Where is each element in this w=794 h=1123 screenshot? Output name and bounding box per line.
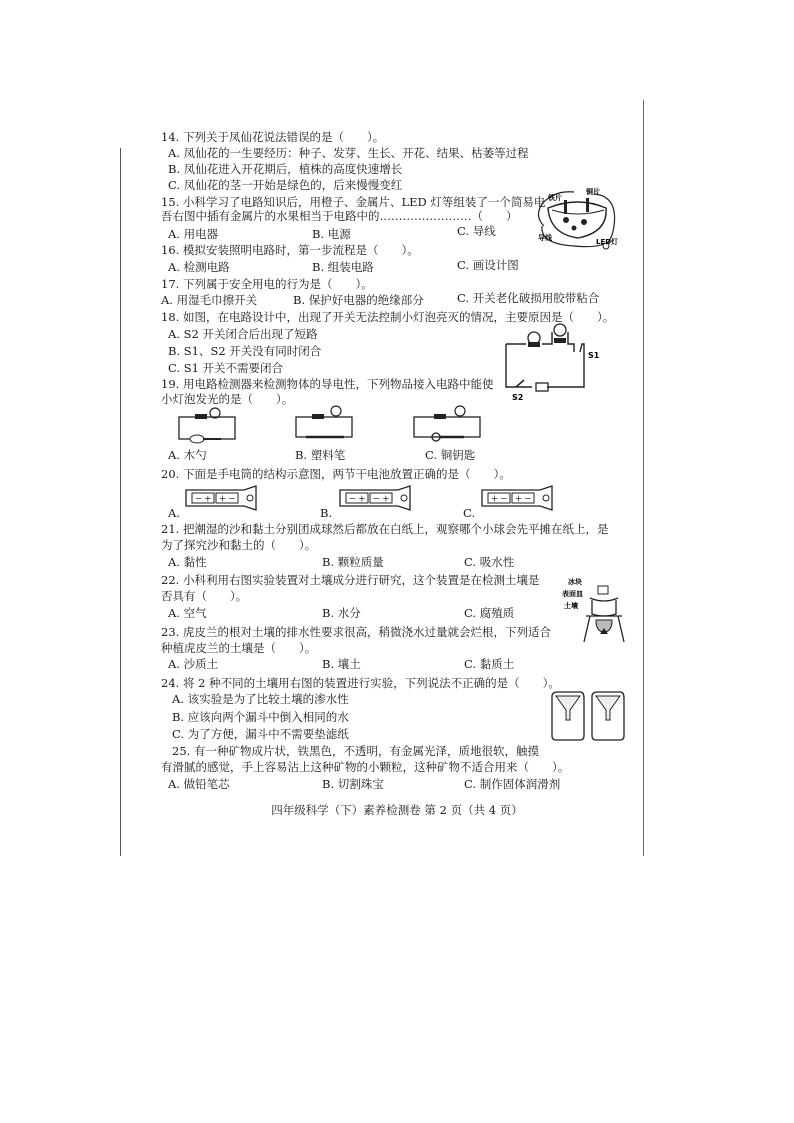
- q16-option-c: C. 画设计图: [457, 258, 519, 272]
- q17-option-a: A. 用湿毛巾擦开关: [161, 293, 258, 307]
- page-footer: 四年级科学（下）素养检测卷 第 2 页（共 4 页）: [271, 803, 523, 817]
- q25-option-c: C. 制作固体润滑剂: [464, 777, 561, 791]
- fig15-label-iron: 铁片: [548, 194, 562, 202]
- q22-option-c: C. 腐殖质: [464, 606, 515, 620]
- svg-text:＋ －: ＋ －: [515, 495, 532, 503]
- svg-text:＋ －: ＋ －: [219, 495, 236, 503]
- q17-stem: 17. 下列属于安全用电的行为是（ ）。: [161, 277, 373, 291]
- q23-stem-line1: 23. 虎皮兰的根对土壤的排水性要求很高，稍微浇水过量就会烂根，下列适合: [161, 625, 551, 639]
- q15-option-a: A. 用电器: [168, 227, 219, 241]
- q19-circuit-a-figure: [175, 405, 245, 445]
- q24-stem: 24. 将 2 种不同的土壤用右图的装置进行实验，下列说法不正确的是（ ）。: [161, 676, 560, 690]
- fig22-label-ice: 冰块: [568, 578, 582, 586]
- q21-option-c: C. 吸水性: [464, 555, 515, 569]
- q14-stem: 14. 下列关于凤仙花说法错误的是（ ）。: [161, 130, 385, 144]
- q23-option-b: B. 壤土: [322, 657, 361, 671]
- q20-stem: 20. 下面是手电筒的结构示意图，两节干电池放置正确的是（ ）。: [161, 467, 511, 481]
- circuit-s1-s2-figure: [502, 322, 612, 402]
- fig15-label-wire: 导线: [538, 234, 552, 242]
- fig22-label-soil: 土壤: [564, 602, 578, 610]
- q25-stem-line1: 25. 有一种矿物成片状，铁黑色，不透明，有金属光泽，质地很软，触摸: [172, 744, 539, 758]
- q14-option-c: C. 凤仙花的茎一开始是绿色的，后来慢慢变红: [168, 178, 403, 192]
- flashlight-c-figure: [480, 486, 564, 514]
- q19-option-b: B. 塑料笔: [295, 448, 346, 462]
- scan-edge-right: [643, 100, 644, 856]
- q22-option-a: A. 空气: [168, 606, 207, 620]
- q25-option-b: B. 切割珠宝: [322, 777, 384, 791]
- q18-option-a: A. S2 开关闭合后出现了短路: [168, 327, 318, 341]
- q16-stem: 16. 模拟安装照明电路时，第一步流程是（ ）。: [161, 243, 419, 257]
- q17-option-c: C. 开关老化破损用胶带粘合: [457, 291, 600, 305]
- q23-option-c: C. 黏质土: [464, 657, 515, 671]
- svg-text:－ ＋: － ＋: [195, 495, 212, 503]
- q15-stem-line2: 吾右图中插有金属片的水果相当于电路中的……………………（ ）: [161, 209, 518, 223]
- q21-stem-line2: 为了探究沙和黏土的（ ）。: [161, 538, 317, 552]
- q21-option-a: A. 黏性: [168, 555, 207, 569]
- q15-option-b: B. 电源: [312, 227, 351, 241]
- q24-option-b: B. 应该向两个漏斗中倒入相同的水: [172, 710, 349, 724]
- q23-option-a: A. 沙质土: [168, 657, 219, 671]
- q21-stem-line1: 21. 把潮湿的沙和黏土分别团成球然后都放在白纸上，观察哪个小球会先平摊在纸上，是: [161, 522, 609, 536]
- q21-option-b: B. 颗粒质量: [322, 555, 384, 569]
- scan-edge-left: [120, 148, 121, 856]
- soil-heating-apparatus-figure: [562, 572, 628, 644]
- orange-battery-figure: [534, 186, 622, 256]
- q16-option-a: A. 检测电路: [168, 260, 230, 274]
- fig15-label-led: LED灯: [596, 238, 619, 246]
- q20-option-a: A.: [168, 506, 180, 520]
- q20-option-c: C.: [463, 506, 476, 520]
- q18-option-c: C. S1 开关不需要闭合: [168, 361, 284, 375]
- q22-stem-line1: 22. 小科利用右图实验装置对土壤成分进行研究，这个装置是在检测土壤是: [161, 573, 540, 587]
- q18-option-b: B. S1、S2 开关没有同时闭合: [168, 344, 322, 358]
- q14-option-a: A. 凤仙花的一生要经历：种子、发芽、生长、开花、结果、枯萎等过程: [168, 146, 529, 160]
- q19-stem-line1: 19. 用电路检测器来检测物体的导电性，下列物品接入电路中能使: [161, 377, 494, 391]
- q23-stem-line2: 种植虎皮兰的土壤是（ ）。: [161, 641, 317, 655]
- q18-stem: 18. 如图，在电路设计中，出现了开关无法控制小灯泡亮灭的情况，主要原因是（ ）。: [161, 310, 615, 324]
- q19-circuit-b-figure: [292, 403, 362, 443]
- q16-option-b: B. 组装电路: [312, 260, 374, 274]
- q24-option-c: C. 为了方便，漏斗中不需要垫滤纸: [172, 727, 349, 741]
- q19-stem-line2: 小灯泡发光的是（ ）。: [161, 392, 294, 406]
- fig18-label-s2: S2: [512, 393, 524, 402]
- fig18-label-s1: S1: [588, 351, 600, 360]
- fig15-label-copper: 铜片: [586, 188, 600, 196]
- q15-option-c: C. 导线: [457, 224, 496, 238]
- svg-text:－ ＋: － ＋: [349, 495, 366, 503]
- q19-circuit-c-figure: [410, 403, 490, 443]
- fig22-label-dish: 表面皿: [562, 590, 583, 598]
- q19-option-c: C. 铜钥匙: [425, 448, 476, 462]
- q25-stem-line2: 有滑腻的感觉，手上容易沾上这种矿物的小颗粒，这种矿物不适合用来（ ）。: [161, 760, 570, 774]
- q14-option-b: B. 凤仙花进入开花期后，植株的高度快速增长: [168, 162, 403, 176]
- svg-text:＋ －: ＋ －: [491, 495, 508, 503]
- flashlight-b-figure: [338, 486, 422, 514]
- two-funnel-apparatus-figure: [548, 690, 632, 742]
- q20-option-b: B.: [320, 506, 333, 520]
- q25-option-a: A. 做铅笔芯: [168, 777, 230, 791]
- svg-text:－ ＋: － ＋: [373, 495, 390, 503]
- q22-option-b: B. 水分: [322, 606, 361, 620]
- q19-option-a: A. 木勺: [168, 448, 207, 462]
- q17-option-b: B. 保护好电器的绝缘部分: [293, 293, 424, 307]
- flashlight-a-figure: [184, 486, 268, 514]
- q24-option-a: A. 该实验是为了比较土壤的渗水性: [172, 692, 349, 706]
- q15-stem-line1: 15. 小科学习了电路知识后，用橙子、金属片、LED 灯等组装了一个简易电: [161, 195, 546, 209]
- q22-stem-line2: 否具有（ ）。: [161, 589, 248, 603]
